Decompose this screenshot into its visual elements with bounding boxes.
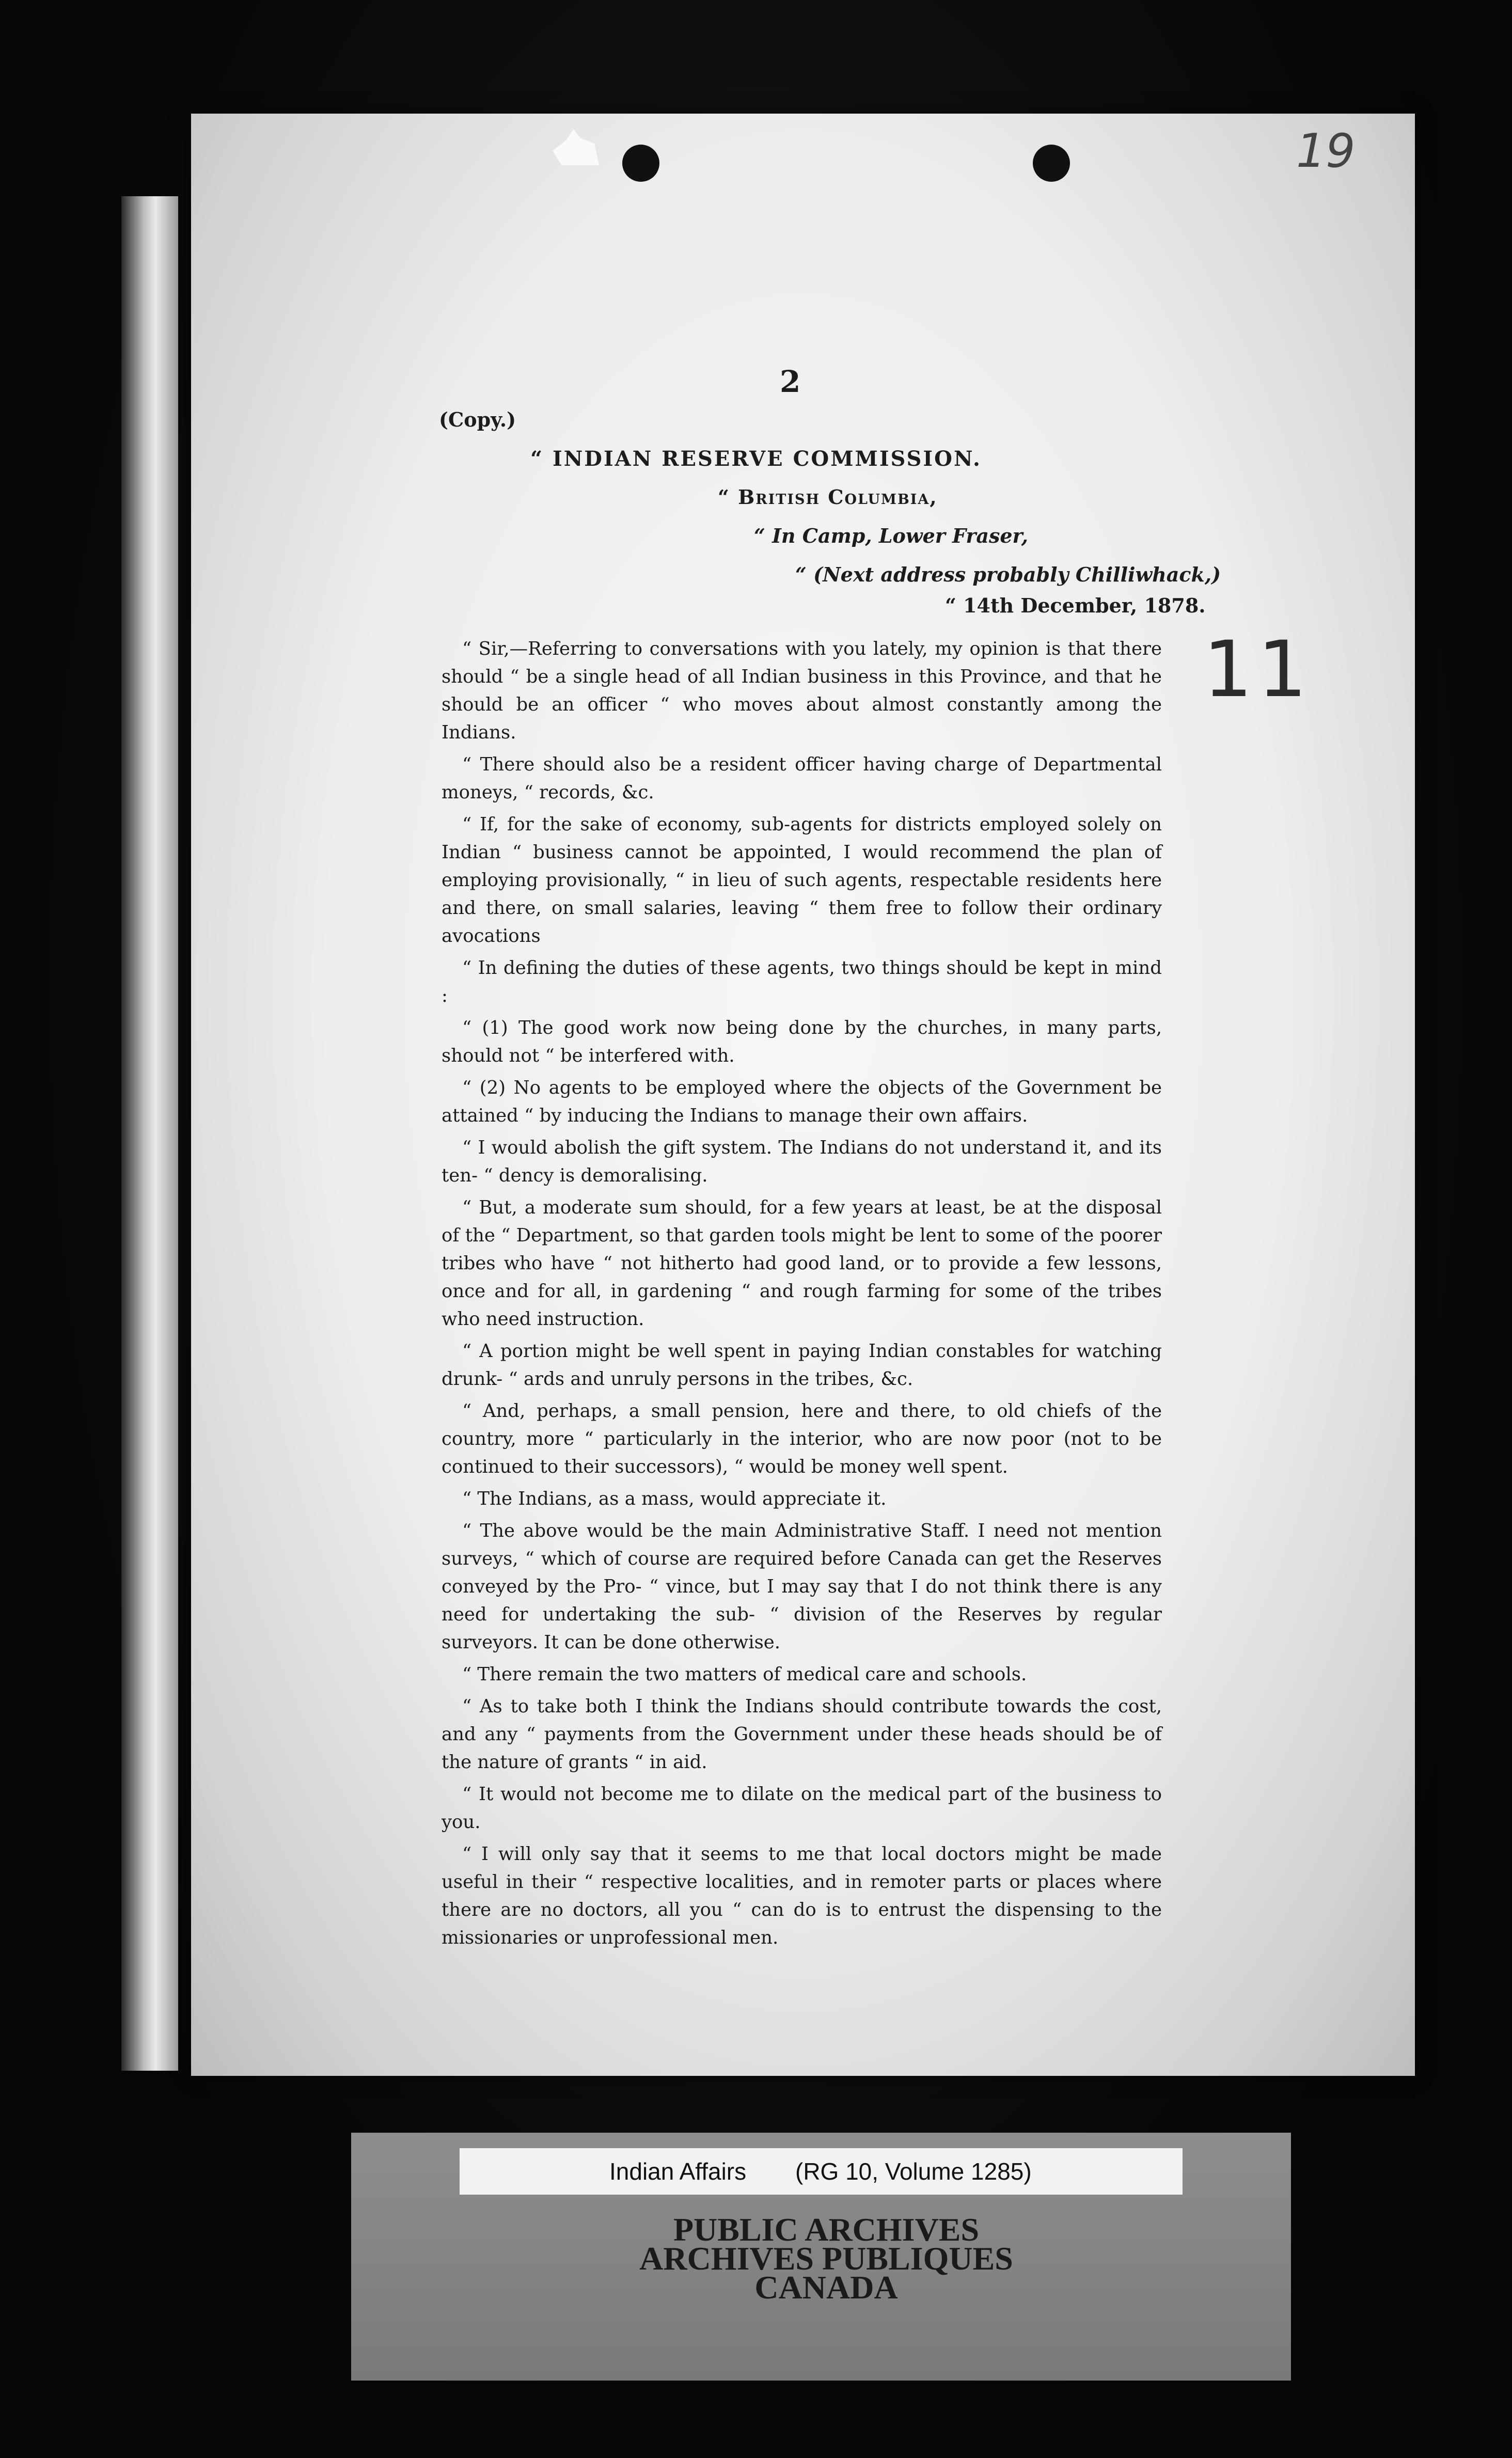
paragraph: “ And, perhaps, a small pension, here and there, to old chiefs of the country, more “ particularly in the interior, who are now poor (not to be continued to their successors), “ would be money well spent. [442, 1400, 1162, 1477]
paragraph: “ There remain the two matters of medical care and schools. [462, 1664, 1027, 1685]
paragraph: “ But, a moderate sum should, for a few years at least, be at the disposal of the “ Department, so that garden tools might be lent to some of the poorer tribes who have “ not hitherto had good land, or to provide a few lessons, once and for all, in gardening “ and rough farming for some of the tribes who need instruction. [442, 1197, 1162, 1330]
copy-label: (Copy.) [439, 408, 516, 431]
paragraph: “ The above would be the main Administrative Staff. I need not mention surveys, “ which of course are required before Canada can get the Reserves conveyed by the Pro- “ vince, but I may say that I do not think there is any need for undertaking the sub- “ division of the Reserves by regular surveyors. It can be done otherwise. [442, 1520, 1162, 1653]
paragraph: “ I will only say that it seems to me that local doctors might be made useful in their “ respective localities, and in remoter parts or places where there are no doctors, all you “ can do is to entrust the dispensing to the missionaries or unprofessional men. [442, 1844, 1162, 1948]
paragraph: “ A portion might be well spent in paying Indian constables for watching drunk- “ ards and unruly persons in the tribes, &c. [442, 1341, 1162, 1390]
volume-reference: (RG 10, Volume 1285) [795, 2158, 1032, 2185]
paragraph: “ (2) No agents to be employed where the objects of the Government be attained “ by inducing the Indians to manage their own affairs. [442, 1077, 1162, 1126]
letter-date: “ 14th December, 1878. [945, 594, 1206, 617]
page-number: 2 [780, 364, 801, 399]
binding-hole-right [1033, 145, 1070, 182]
paragraph: “ I would abolish the gift system. The Indians do not understand it, and its ten- “ dency is demoralising. [442, 1137, 1162, 1186]
letter-body [442, 635, 1162, 1956]
archive-stamp [568, 2211, 1084, 2306]
paragraph: “ As to take both I think the Indians should contribute towards the cost, and any “ payments from the Government under these heads should be of the nature of grants “ in aid. [442, 1696, 1162, 1773]
paragraph: “ (1) The good work now being done by the churches, in many parts, should not “ be interfered with. [442, 1017, 1162, 1066]
document-title: “ INDIAN RESERVE COMMISSION. [530, 447, 982, 471]
underlying-page-edge [121, 196, 178, 2071]
collection-name: Indian Affairs [609, 2158, 747, 2185]
stamp-line-3: CANADA [754, 2269, 898, 2306]
paragraph: “ Sir,—Referring to conversations with you lately, my opinion is that there should “ be a single head of all Indian business in this Province, and that he should be an officer “ who moves about almost constantly among the Indians. [442, 638, 1162, 743]
paragraph: “ It would not become me to dilate on the medical part of the business to you. [442, 1784, 1162, 1833]
paragraph: “ There should also be a resident officer having charge of Departmental moneys, “ records, &c. [442, 754, 1162, 803]
address-line-1: “ British Columbia, [718, 485, 938, 509]
stamp-line-1: PUBLIC ARCHIVES [673, 2211, 980, 2248]
binding-hole-left [622, 145, 659, 182]
address-line-2: “ In Camp, Lower Fraser, [754, 524, 1029, 547]
pencil-folio-number: 19 [1296, 124, 1356, 178]
archive-reference-strip [460, 2148, 1183, 2195]
address-line-3: “ (Next address probably Chilliwhack,) [795, 563, 1221, 586]
paragraph: “ The Indians, as a mass, would appreciate it. [462, 1488, 887, 1509]
stamp-line-2: ARCHIVES PUBLIQUES [639, 2240, 1013, 2277]
paragraph: “ In defining the duties of these agents, two things should be kept in mind : [442, 957, 1162, 1006]
paragraph: “ If, for the sake of economy, sub-agents for districts employed solely on Indian “ business cannot be appointed, I would recommend the plan of employing provisionally, “ in lieu of such agents, respectable residents here and there, on small salaries, leaving “ them free to follow their ordinary avocations [442, 814, 1162, 947]
margin-annotation: 11 [1203, 625, 1312, 715]
